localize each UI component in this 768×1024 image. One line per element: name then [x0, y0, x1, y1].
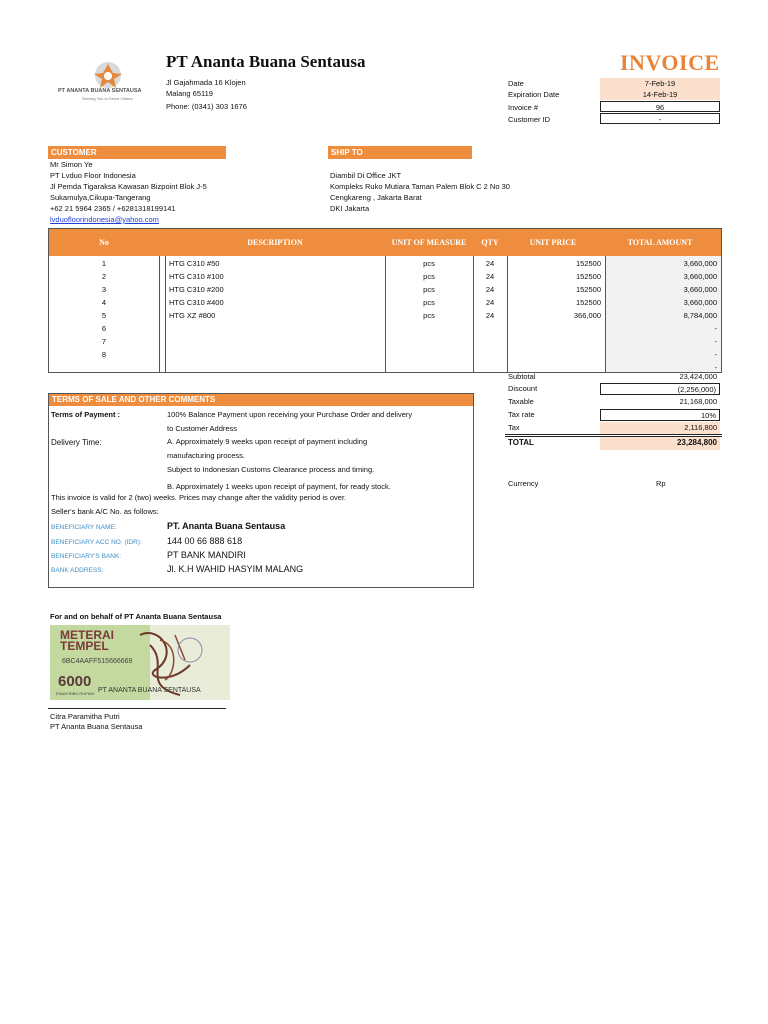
logo-tagline: Serving You to Serve Others: [82, 96, 133, 101]
company-logo: [58, 60, 166, 106]
customer-id-label: Customer ID: [508, 115, 551, 124]
taxable-value: 21,168,000: [679, 397, 717, 406]
beneficiary-bank-label: BENEFICIARY'S BANK:: [51, 553, 122, 560]
bank-address-label: BANK ADDRESS:: [51, 567, 104, 574]
cell-unit: pcs: [423, 311, 435, 320]
cell-no: 2: [101, 272, 107, 281]
table-row: [49, 322, 721, 335]
tax-rate-label: Tax rate: [508, 410, 535, 419]
ship-to-line2: Kompleks Ruko Mutiara Taman Palem Blok C 2 No 30: [330, 182, 510, 191]
ship-to-line4: DKI Jakarta: [330, 204, 370, 213]
ship-to-line3: Cengkareng , Jakarta Barat: [330, 193, 422, 202]
subtotal-value: 23,424,000: [679, 372, 717, 381]
revenue-stamp: [50, 625, 230, 700]
cell-unit-price: 152500: [575, 298, 601, 307]
beneficiary-bank-value: PT BANK MANDIRI: [167, 550, 246, 560]
stamp-title-line1: METERAI: [60, 628, 114, 642]
cell-description: HTG C310 #400: [169, 298, 224, 307]
company-phone: Phone: (0341) 303 1676: [166, 102, 247, 111]
customer-header: CUSTOMER: [48, 146, 226, 159]
table-row: [49, 257, 721, 270]
delivery-a-line1: A. Approximately 9 weeks upon receipt of payment including: [167, 437, 368, 446]
total-label: TOTAL: [508, 438, 534, 447]
customer-phone: +62 21 5964 2365 / +6281318199141: [50, 204, 176, 213]
cell-total: 3,660,000: [683, 272, 717, 281]
logo-text: PT ANANTA BUANA SENTAUSA: [58, 88, 142, 94]
date-label: Date: [508, 79, 524, 88]
expiration-value: 14-Feb-19: [600, 89, 720, 100]
currency-value: Rp: [656, 479, 666, 488]
cell-description: HTG C310 #200: [169, 285, 224, 294]
delivery-time-label: Delivery Time:: [51, 438, 102, 447]
terms-box: [48, 393, 474, 588]
bank-address-value: Jl. K.H WAHID HASYIM MALANG: [167, 564, 304, 574]
cell-qty: 24: [485, 272, 495, 281]
taxable-label: Taxable: [508, 397, 534, 406]
ship-to-header: SHIP TO: [328, 146, 472, 159]
cell-unit: pcs: [423, 298, 435, 307]
stamp-title-line2: TEMPEL: [60, 639, 109, 653]
col-header-no: No: [99, 238, 109, 247]
ship-to-block: [330, 170, 510, 214]
validity-note: This invoice is valid for 2 (two) weeks. Prices may change after the validity period is over.: [51, 493, 347, 502]
beneficiary-name-label: BENEFICIARY NAME:: [51, 524, 117, 531]
cell-total: -: [714, 337, 717, 346]
cell-unit: pcs: [423, 259, 435, 268]
customer-address1: Jl Pemda Tigaraksa Kawasan Bizpoint Blok J-5: [50, 182, 207, 191]
col-header-unit: UNIT OF MEASURE: [391, 238, 467, 247]
cell-unit-price: 152500: [575, 259, 601, 268]
invoice-number-label: Invoice #: [508, 103, 539, 112]
cell-total: -: [714, 350, 717, 359]
bank-intro: Seller's bank A/C No. as follows:: [51, 507, 159, 516]
company-name: PT Ananta Buana Sentausa: [166, 52, 366, 71]
on-behalf-text: For and on behalf of PT Ananta Buana Sentausa: [50, 612, 222, 621]
table-row: [49, 296, 721, 309]
tax-rate-value: 10%: [600, 409, 720, 421]
beneficiary-acc-label: BENEFICIARY ACC NO. (IDR):: [51, 539, 142, 546]
cell-qty: 24: [485, 298, 495, 307]
cell-description: HTG C310 #50: [169, 259, 220, 268]
cell-qty: 24: [485, 259, 495, 268]
cell-no: 8: [101, 350, 107, 359]
invoice-number-value: 96: [600, 101, 720, 112]
cell-total: 3,660,000: [683, 285, 717, 294]
currency-label: Currency: [508, 479, 539, 488]
expiration-label: Expiration Date: [508, 90, 560, 99]
tax-label: Tax: [508, 423, 520, 432]
cell-no: 4: [101, 298, 107, 307]
col-header-total: TOTAL AMOUNT: [627, 238, 693, 247]
company-address-line2: Malang 65119: [166, 89, 213, 98]
cell-total: 8,784,000: [683, 311, 717, 320]
ship-to-line1: Diambil Di Office JKT: [330, 171, 402, 180]
cell-unit-price: 152500: [575, 285, 601, 294]
customer-id-value: -: [600, 113, 720, 124]
cell-qty: 24: [485, 285, 495, 294]
cell-unit: pcs: [423, 272, 435, 281]
beneficiary-acc-value: 144 00 66 888 618: [167, 536, 243, 546]
stamp-value-text: ENAM RIBU RUPIAH: [56, 691, 95, 696]
discount-value: (2,256,000): [600, 383, 720, 395]
stamp-serial: 6BC4AAFF515666669: [62, 658, 133, 665]
payment-terms-line2: to Customer Address: [167, 424, 238, 433]
stamp-company: PT ANANTA BUANA SENTAUSA: [98, 687, 201, 694]
total-value: 23,284,800: [600, 437, 720, 450]
items-table-header: [49, 229, 721, 256]
cell-total: 3,660,000: [683, 298, 717, 307]
customer-company: PT Lvduo Floor Indonesia: [50, 171, 136, 180]
discount-label: Discount: [508, 384, 538, 393]
cell-no: 6: [101, 324, 107, 333]
subtotal-label: Subtotal: [508, 372, 536, 381]
company-address-line1: Jl Gajahmada 16 Klojen: [166, 78, 246, 87]
delivery-a-line2: manufacturing process.: [167, 451, 245, 460]
total-divider: [505, 434, 722, 435]
cell-no: 7: [101, 337, 107, 346]
items-table: [48, 228, 722, 373]
customer-block: [50, 159, 207, 225]
cell-description: HTG C310 #100: [169, 272, 224, 281]
signer-name: Citra Paramitha Putri: [50, 712, 120, 721]
payment-terms-label: Terms of Payment :: [51, 410, 121, 419]
beneficiary-name-value: PT. Ananta Buana Sentausa: [167, 521, 286, 531]
customer-name: Mr Simon Ye: [50, 160, 93, 169]
cell-qty: 24: [485, 311, 495, 320]
invoice-title: INVOICE: [620, 50, 720, 75]
col-header-unit-price: UNIT PRICE: [529, 238, 577, 247]
date-value: 7-Feb-19: [600, 78, 720, 89]
cell-unit-price: 152500: [575, 272, 601, 281]
cell-total: 3,660,000: [683, 259, 717, 268]
cell-unit: pcs: [423, 285, 435, 294]
cell-no: 1: [101, 259, 107, 268]
cell-description: HTG XZ #800: [169, 311, 216, 320]
signature-line: [48, 708, 226, 709]
col-header-qty: QTY: [481, 238, 499, 247]
cell-total: -: [714, 363, 717, 372]
cell-no: 5: [101, 311, 107, 320]
customer-address2: Sukamulya,Cikupa-Tangerang: [50, 193, 151, 202]
delivery-b-line: B. Approximately 1 weeks upon receipt of payment, for ready stock.: [167, 482, 391, 491]
customer-email-link[interactable]: lvduofloorindonesia@yahoo.com: [50, 215, 159, 224]
cell-unit-price: 366,000: [573, 311, 601, 320]
signer-company: PT Ananta Buana Sentausa: [50, 722, 143, 731]
delivery-a-line3: Subject to Indonesian Customs Clearance process and timing.: [167, 465, 375, 474]
table-row: [49, 348, 721, 361]
payment-terms-line1: 100% Balance Payment upon receiving your Purchase Order and delivery: [167, 410, 413, 419]
stamp-value: 6000: [58, 673, 92, 690]
table-row: [49, 335, 721, 348]
col-header-description: DESCRIPTION: [247, 238, 303, 247]
tax-value: 2,116,800: [600, 422, 720, 434]
cell-no: 3: [101, 285, 107, 294]
table-row: [49, 309, 721, 322]
table-row: [49, 283, 721, 296]
table-row: [49, 270, 721, 283]
terms-header: TERMS OF SALE AND OTHER COMMENTS: [49, 394, 473, 406]
cell-total: -: [714, 324, 717, 333]
